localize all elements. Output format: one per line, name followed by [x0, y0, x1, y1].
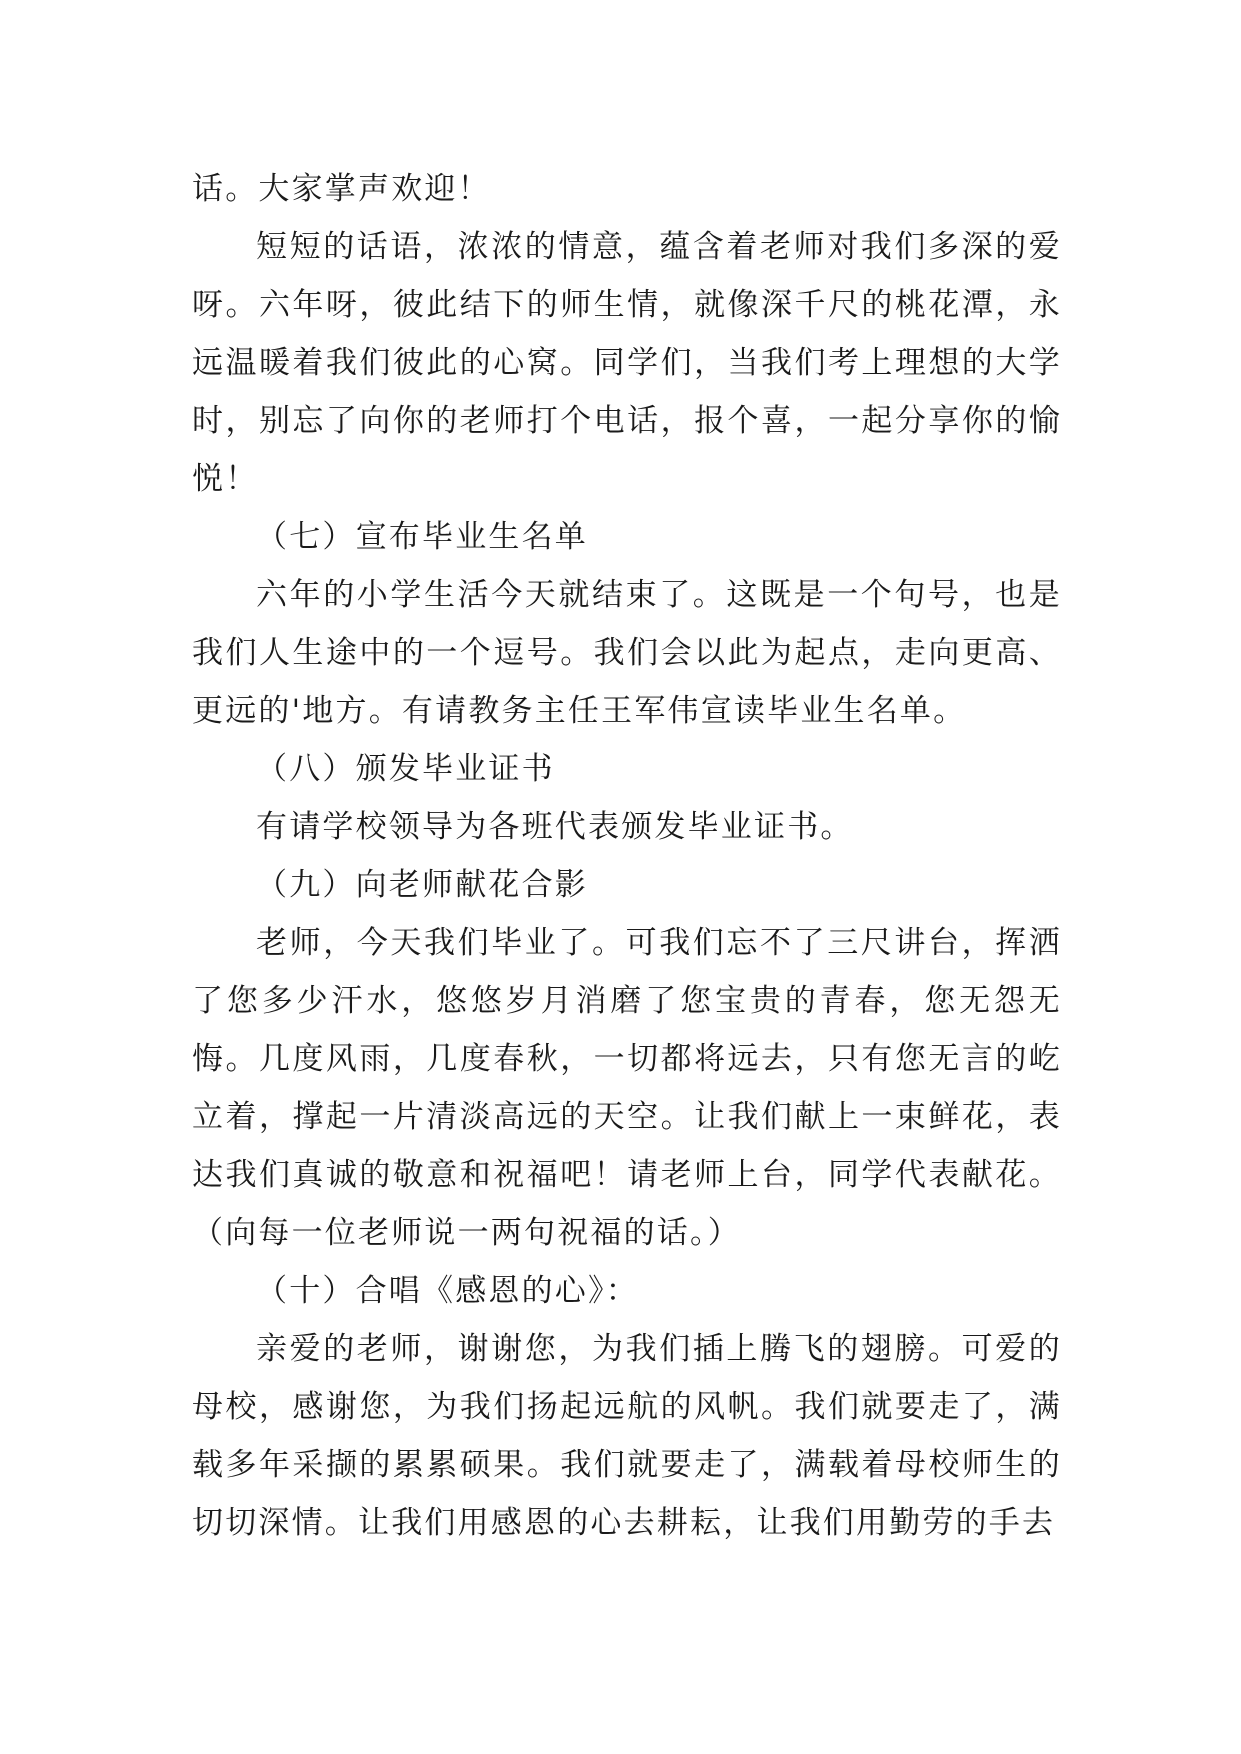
section-heading-eight: （八）颁发毕业证书	[256, 751, 555, 787]
paragraph-gratitude: 亲爱的老师，谢谢您，为我们插上腾飞的翅膀。可爱的母校，感谢您，为我们扬起远航的风帆。我们就要走了，满载多年采撷的累累硕果。我们就要走了，满载着母校师生的切切深情。让我们用感恩的心去耕耘，让我们用勤劳的手去	[192, 1331, 1062, 1541]
paragraph-certificates: 有请学校领导为各班代表颁发毕业证书。	[256, 809, 854, 845]
document-body	[192, 160, 1062, 1552]
section-heading-seven: （七）宣布毕业生名单	[256, 519, 588, 555]
section-heading-nine: （九）向老师献花合影	[256, 867, 588, 903]
paragraph-continued: 话。大家掌声欢迎！	[192, 171, 491, 207]
paragraph-teacher-words: 短短的话语，浓浓的情意，蕴含着老师对我们多深的爱呀。六年呀，彼此结下的师生情，就像深千尺的桃花潭，永远温暖着我们彼此的心窝。同学们，当我们考上理想的大学时，别忘了向你的老师打个电话，报个喜，一起分享你的愉悦！	[192, 229, 1062, 497]
paragraph-graduate-list: 六年的小学生活今天就结束了。这既是一个句号，也是我们人生途中的一个逗号。我们会以此为起点，走向更高、更远的'地方。有请教务主任王军伟宣读毕业生名单。	[192, 577, 1062, 729]
section-heading-ten: （十）合唱《感恩的心》：	[256, 1273, 639, 1309]
paragraph-flowers: 老师，今天我们毕业了。可我们忘不了三尺讲台，挥洒了您多少汗水，悠悠岁月消磨了您宝贵的青春，您无怨无悔。几度风雨，几度春秋，一切都将远去，只有您无言的屹立着，撑起一片清淡高远的天空。让我们献上一束鲜花，表达我们真诚的敬意和祝福吧！请老师上台，同学代表献花。（向每一位老师说一两句祝福的话。）	[192, 925, 1062, 1251]
